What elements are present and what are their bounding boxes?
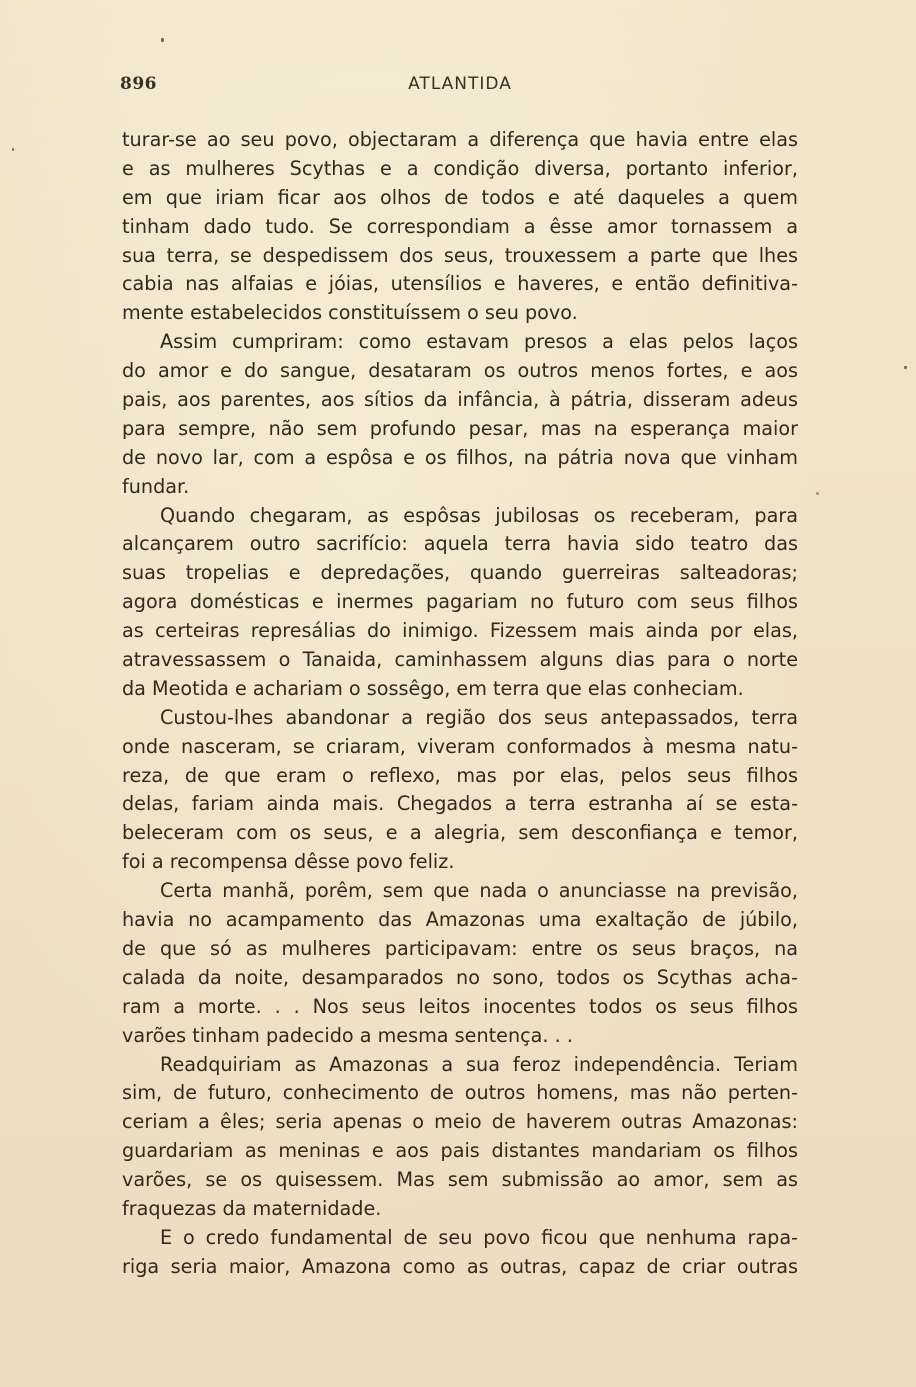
text-line: E o credo fundamental de seu povo ficou que nenhuma rapa-	[160, 1225, 798, 1249]
text-line: para sempre, não sem profundo pesar, mas na esperança maior	[122, 416, 798, 440]
text-line: do amor e do sangue, desataram os outros menos fortes, e aos	[122, 359, 798, 383]
paragraph	[122, 1224, 798, 1282]
running-title: ATLANTIDA	[408, 74, 512, 94]
running-header	[120, 74, 800, 98]
text-line: tinham dado tudo. Se correspondiam a êsse amor tornassem a	[122, 214, 798, 238]
text-line: mente estabelecidos constituíssem o seu povo.	[122, 301, 578, 325]
text-line: guardariam as meninas e aos pais distantes mandariam os filhos	[122, 1139, 798, 1163]
text-line: varões, se os quisessem. Mas sem submissão ao amor, sem as	[122, 1168, 798, 1192]
text-line: pais, aos parentes, aos sítios da infância, à pátria, disseram adeus	[122, 388, 798, 412]
paragraph	[122, 502, 798, 704]
text-line: ceriam a êles; seria apenas o meio de haverem outras Amazonas:	[122, 1110, 798, 1134]
text-line: sua terra, se despedissem dos seus, trouxessem a parte que lhes	[122, 243, 798, 267]
text-line: Certa manhã, porêm, sem que nada o anunciasse na previsão,	[160, 879, 798, 903]
text-line: onde nasceram, se criaram, viveram conformados à mesma natu-	[122, 734, 798, 758]
text-line: calada da noite, desamparados no sono, todos os Scythas acha-	[122, 965, 798, 989]
text-line: atravessassem o Tanaida, caminhassem alguns dias para o norte	[122, 648, 798, 672]
paragraph	[122, 328, 798, 501]
text-line: turar-se ao seu povo, objectaram a diferença que havia entre elas	[122, 128, 798, 151]
paragraph	[122, 126, 798, 328]
text-line: Assim cumpriram: como estavam presos a elas pelos laços	[160, 330, 798, 354]
paragraph	[122, 1051, 798, 1224]
text-line: varões tinham padecido a mesma sentença. . .	[122, 1023, 573, 1047]
text-line: sim, de futuro, conhecimento de outros homens, mas não perten-	[122, 1081, 798, 1105]
text-line: Custou-lhes abandonar a região dos seus antepassados, terra	[160, 705, 798, 729]
print-speck	[12, 148, 14, 151]
text-line: ram a morte. . . Nos seus leitos inocentes todos os seus filhos	[122, 994, 798, 1018]
paragraph	[122, 877, 798, 1050]
text-line: as certeiras represálias do inimigo. Fizessem mais ainda por elas,	[122, 619, 798, 643]
text-line: agora domésticas e inermes pagariam no futuro com seus filhos	[122, 590, 798, 614]
text-line: Readquiriam as Amazonas a sua feroz independência. Teriam	[160, 1052, 798, 1076]
body-text	[122, 126, 798, 1282]
text-line: em que iriam ficar aos olhos de todos e até daqueles a quem	[122, 185, 798, 209]
text-line: de novo lar, com a espôsa e os filhos, na pátria nova que vinham	[122, 445, 798, 469]
text-line: delas, fariam ainda mais. Chegados a terra estranha aí se esta-	[122, 792, 798, 816]
text-line: suas tropelias e depredações, quando guerreiras salteadoras;	[122, 561, 798, 585]
print-speck	[904, 366, 907, 369]
paragraph	[122, 704, 798, 877]
text-line: reza, de que eram o reflexo, mas por elas, pelos seus filhos	[122, 763, 798, 787]
text-line: de que só as mulheres participavam: entre os seus braços, na	[122, 936, 798, 960]
text-line: havia no acampamento das Amazonas uma exaltação de júbilo,	[122, 908, 798, 932]
text-line: fundar.	[122, 474, 190, 498]
text-line: alcançarem outro sacrifício: aquela terra havia sido teatro das	[122, 532, 798, 556]
text-line: foi a recompensa dêsse povo feliz.	[122, 850, 455, 874]
text-line: Quando chegaram, as espôsas jubilosas os receberam, para	[160, 503, 798, 527]
text-line: e as mulheres Scythas e a condição diversa, portanto inferior,	[122, 156, 798, 180]
page-number: 896	[120, 74, 157, 94]
text-line: fraquezas da maternidade.	[122, 1196, 382, 1220]
text-line: da Meotida e achariam o sossêgo, em terra que elas conheciam.	[122, 676, 744, 700]
print-speck	[161, 38, 164, 42]
text-line: cabia nas alfaias e jóias, utensílios e haveres, e então definitiva-	[122, 272, 798, 296]
text-line: riga seria maior, Amazona como as outras, capaz de criar outras	[122, 1254, 798, 1278]
print-speck	[816, 492, 819, 495]
text-line: beleceram com os seus, e a alegria, sem desconfiança e temor,	[122, 821, 798, 845]
